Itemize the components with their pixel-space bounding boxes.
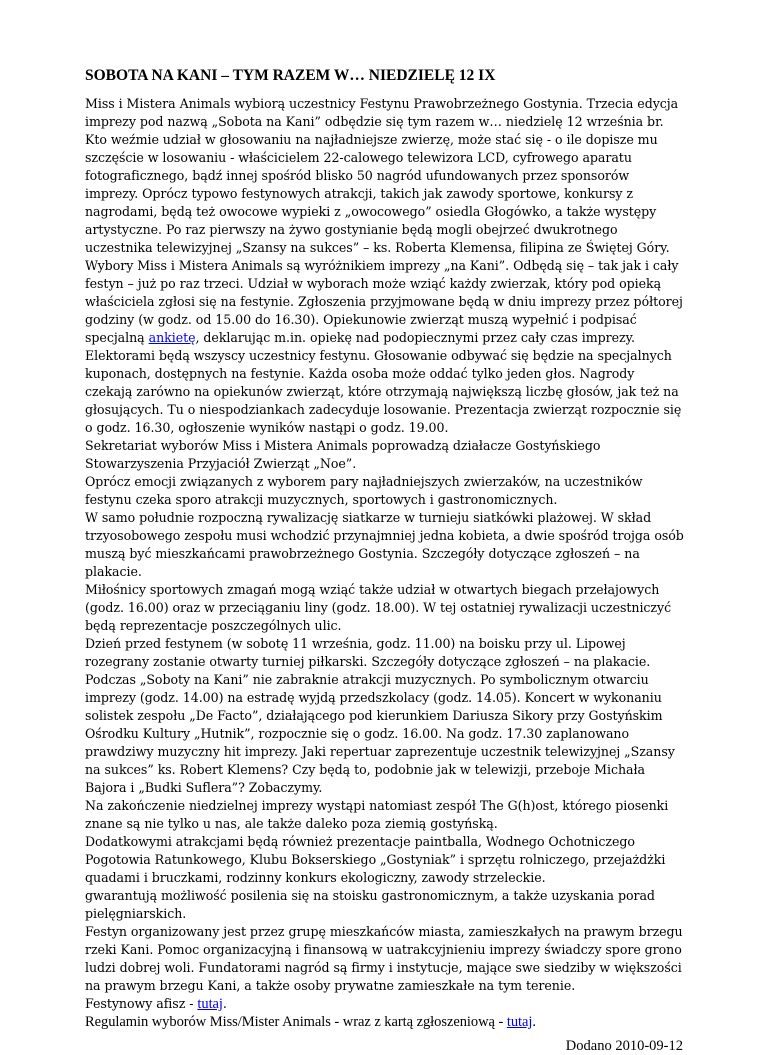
paragraph-elections bbox=[85, 257, 685, 437]
poster-line bbox=[85, 995, 685, 1013]
paragraph-intro: Miss i Mistera Animals wybiorą uczestnicy Festynu Prawobrzeżnego Gostynia. Trzecia edycja imprezy pod nazwą „Sobota na Kani” odbędzie się tym razem w… niedzielę 12 września br. Kto weźmie udział w głosowaniu na najładniejsze zwierzę, może stać się - o ile dopisze mu szczęście w losowaniu - właścicielem 22-calowego telewizora LCD, cyfrowego aparatu fotograficznego, bądź innej spośród blisko 50 nagród ufundowanych przez sponsorów imprezy. Oprócz typowo festynowych atrakcji, takich jak zawody sportowe, konkursy z nagrodami, będą też owocowe wypieki z „owocowego” osiedla Głogówko, a także występy artystyczne. Po raz pierwszy na żywo gostynianie będą mogli obejrzeć dwukrotnego uczestnika telewizyjnej „Szansy na sukces” – ks. Roberta Klemensa, filipina ze Świętej Góry. bbox=[85, 96, 679, 255]
paragraph-elections-text-end: , deklarując m.in. opiekę nad podopiecznymi przez cały czas imprezy. Elektorami będą wszyscy uczestnicy festynu. Głosowanie odbywać się będzie na specjalnych kuponach, dostępnych na festynie. Każda osoba może oddać tylko jeden głos. Nagrody czekają zarówno na opiekunów zwierząt, które otrzymają największą liczbę głosów, jak też na głosujących. Tu o niespodziankach zadecyduje losowanie. Prezentacja zwierząt rozpocznie się o godz. 16.30, ogłoszenie wyników nastąpi o godz. 19.00. bbox=[85, 330, 682, 435]
publish-date: Dodano 2010-09-12 bbox=[565, 1038, 683, 1054]
poster-label: Festynowy afisz - bbox=[85, 996, 198, 1011]
paragraph-organizers: Festyn organizowany jest przez grupę mieszkańców miasta, zamieszkałych na prawym brzegu rzeki Kani. Pomoc organizacyjną i finansową w uatrakcyjnieniu imprezy świadczy spore grono ludzi dobrej woli. Fundatorami nagród są firmy i instytucje, mające swe siedziby w większości na prawym brzegu Kani, a także osoby prywatne zamieszkałe na tym terenie. bbox=[85, 924, 683, 993]
rules-label: Regulamin wyborów Miss/Mister Animals - wraz z kartą zgłoszeniową - bbox=[85, 1014, 507, 1030]
poster-end: . bbox=[222, 996, 227, 1011]
paragraph-football: Dzień przed festynem (w sobotę 11 września, godz. 11.00) na boisku przy ul. Lipowej rozegrany zostanie otwarty turniej piłkarski. Szczegóły dotyczące zgłoszeń – na plakacie. bbox=[85, 636, 651, 669]
paragraph-attractions: Oprócz emocji związanych z wyborem pary najładniejszych zwierzaków, na uczestników festynu czeka sporo atrakcji muzycznych, sportowych i gastronomicznych. bbox=[85, 474, 643, 507]
rules-link[interactable]: tutaj bbox=[506, 1014, 533, 1030]
paragraph-elections-text-start: Wybory Miss i Mistera Animals są wyróżnikiem imprezy „na Kani”. Odbędą się – tak jak i cały festyn – już po raz trzeci. Udział w wyborach może wziąć każdy zwierzak, który pod opieką właściciela zgłosi się na festynie. Zgłoszenia przyjmowane będą w dniu imprezy przez półtorej godziny (w godz. od 15.00 do 16.30). Opiekunowie zwierząt muszą wypełnić i podpisać specjalną bbox=[85, 258, 683, 345]
article bbox=[85, 66, 685, 1055]
paragraph-music: Podczas „Soboty na Kani” nie zabraknie atrakcji muzycznych. Po symbolicznym otwarciu imprezy (godz. 14.00) na estradę wyjdą przedszkolacy (godz. 14.05). Koncert w wykonaniu solistek zespołu „De Facto”, działającego pod kierunkiem Dariusza Sikory przy Gostyńskim Ośrodku Kultury „Hutnik”, rozpocznie się o godz. 16.00. Na godz. 17.30 zaplanowano prawdziwy muzyczny hit imprezy. Jaki repertuar zaprezentuje uczestnik telewizyjnej „Szansy na sukces” ks. Robert Klemens? Czy będą to, podobnie jak w telewizji, przeboje Michała Bajora i „Budki Suflera”? Zobaczymy. bbox=[85, 672, 675, 795]
paragraph-volleyball: W samo południe rozpoczną rywalizację siatkarze w turnieju siatkówki plażowej. W skład trzyosobowego zespołu musi wchodzić przynajmniej jedna kobieta, a dwie spośród trojga osób muszą być mieszkańcami prawobrzeżnego Gostynia. Szczegóły dotyczące zgłoszeń – na plakacie. bbox=[85, 510, 684, 579]
paragraph-sports: Miłośnicy sportowych zmagań mogą wziąć także udział w otwartych biegach przełajowych (godz. 16.00) oraz w przeciąganiu liny (godz. 18.00). W tej ostatniej rywalizacji uczestniczyć będą reprezentacje poszczególnych ulic. bbox=[85, 582, 672, 633]
paragraph-food: gwarantują możliwość posilenia się na stoisku gastronomicznym, a także uzyskania porad pielęgniarskich. bbox=[85, 888, 655, 921]
rules-end: . bbox=[532, 1014, 536, 1030]
article-title: SOBOTA NA KANI – TYM RAZEM W… NIEDZIELĘ 12 IX bbox=[85, 67, 496, 84]
paragraph-secretariat: Sekretariat wyborów Miss i Mistera Animals poprowadzą działacze Gostyńskiego Stowarzyszenia Przyjaciół Zwierząt „Noe”. bbox=[85, 438, 601, 471]
poster-link[interactable]: tutaj bbox=[197, 996, 223, 1012]
article-body bbox=[85, 95, 685, 1031]
paragraph-extra-attractions: Dodatkowymi atrakcjami będą również prezentacje paintballa, Wodnego Ochotniczego Pogotowia Ratunkowego, Klubu Bokserskiego „Gostyniak” i sprzętu rolniczego, przejażdżki quadami i bruczkami, rodzinny konkurs ekologiczny, zawody strzeleckie. bbox=[85, 834, 666, 885]
survey-link[interactable]: ankietę bbox=[148, 330, 196, 345]
paragraph-finale: Na zakończenie niedzielnej imprezy wystąpi natomiast zespół The G(h)ost, którego piosenki znane są nie tylko u nas, ale także daleko poza ziemią gostyńską. bbox=[85, 798, 669, 831]
rules-line bbox=[85, 1013, 685, 1031]
